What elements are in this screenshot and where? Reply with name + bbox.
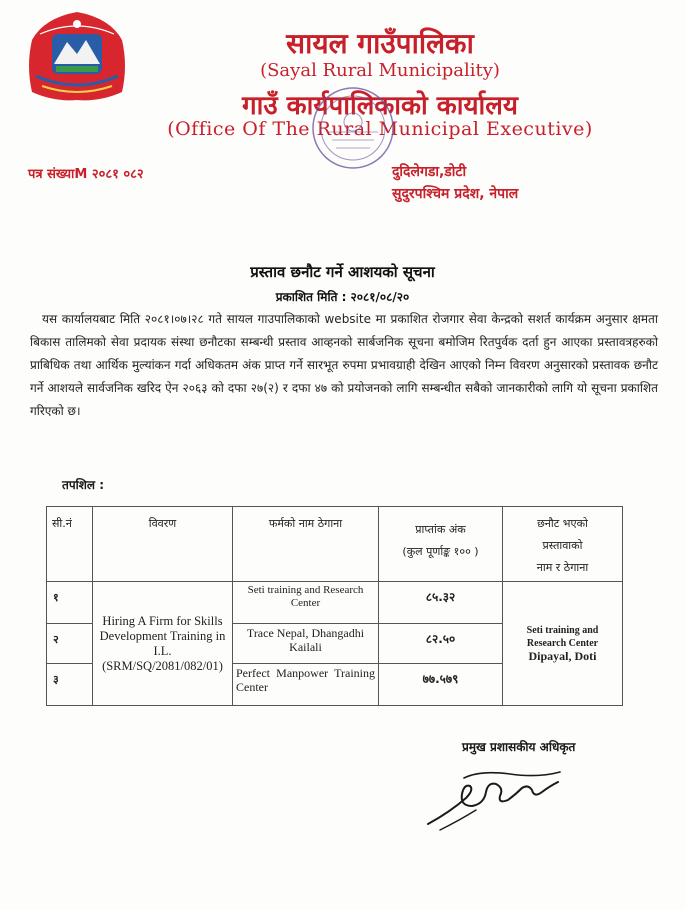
header-score-line2: (कुल पूर्णाङ्क १०० ) <box>402 545 479 558</box>
table-row <box>47 582 623 624</box>
selected-bidder-name: Seti training and Research Center <box>526 625 599 649</box>
selected-bidder-location: Dipayal, Doti <box>528 649 597 663</box>
published-date: प्रकाशित मिति : २०८१/०८/२० <box>275 290 410 304</box>
evaluation-table <box>46 506 623 706</box>
header-sn: सी.नं <box>47 507 93 582</box>
header-score-line1: प्राप्तांक अंक <box>415 523 466 536</box>
header-selected <box>503 507 623 582</box>
header-selected-line2: प्रस्तावाको <box>542 539 583 552</box>
notice-title: प्रस्ताव छनौट गर्ने आशयको सूचना <box>250 263 435 281</box>
officer-title: प्रमुख प्रशासकीय अधिकृत <box>462 740 576 754</box>
office-name-nepali: गाउँ कार्यपालिकाको कार्यालय <box>242 91 518 121</box>
row-score: ७७.५७९ <box>379 664 503 706</box>
address-line-2: सुदुरपश्चिम प्रदेश, नेपाल <box>392 186 519 202</box>
header-description: विवरण <box>93 507 233 582</box>
header-firm: फर्मको नाम ठेगाना <box>233 507 379 582</box>
table-header-row <box>47 507 623 582</box>
selected-bidder <box>503 582 623 706</box>
notice-body: यस कार्यालयबाट मिति २०८१।०७।२८ गते सायल गाउपालिकाको website मा प्रकाशित रोजगार सेवा केन्द्रको सशर्त कार्यक्रम अनुसार क्षमता बिकास तालिमको सेवा प्रदायक संस्था छनौटका सम्बन्धी प्रस्ताव आव्हनको सार्बजनिक सूचना बमोजिम रितपुर्वक दर्ता हुन आएका प्रस्तावत्रहरुको प्राबिधिक तथा आर्थिक मुल्यांकन गर्दा अधिकतम अंक प्राप्त गर्ने सारभूत रुपमा प्रभावग्राही देखिन आएको निम्न विवरण अनुसारको प्रस्तावक छनौट गर्ने आशयले सार्वजनिक खरिद ऐन २०६३ को दफा २७(२) र दफा ४७ को प्रयोजनको लागि सम्बन्धीत सबैको जानकारीको लागि यो सूचना प्रकाशित गरिएको छ। <box>30 312 658 418</box>
row-sn: १ <box>47 582 93 624</box>
row-firm: Seti training and Research Center <box>233 582 379 624</box>
row-firm: Trace Nepal, Dhangadhi Kailali <box>233 624 379 664</box>
municipality-name-english: (Sayal Rural Municipality) <box>260 60 500 81</box>
row-score: ८२.५० <box>379 624 503 664</box>
header-selected-line3: नाम र ठेगाना <box>536 561 589 574</box>
row-score: ८५.३२ <box>379 582 503 624</box>
handwritten-signature <box>420 760 570 832</box>
procurement-description: Hiring A Firm for Skills Development Training in I.L. (SRM/SQ/2081/082/01) <box>93 582 233 706</box>
reference-number: पत्र संख्याM २०८१ ०८२ <box>28 167 144 182</box>
annex-label: तपशिल : <box>62 478 105 492</box>
row-sn: ३ <box>47 664 93 706</box>
row-sn: २ <box>47 624 93 664</box>
row-firm: Perfect Manpower Training Center <box>233 664 379 706</box>
header-score <box>379 507 503 582</box>
municipality-name-nepali: सायल गाउँपालिका <box>286 27 474 60</box>
office-name-english: (Office Of The Rural Municipal Executive) <box>167 118 593 140</box>
header-selected-line1: छनौट भएको <box>537 517 588 530</box>
address-line-1: दुदिलेगडा,डोटी <box>392 164 467 180</box>
